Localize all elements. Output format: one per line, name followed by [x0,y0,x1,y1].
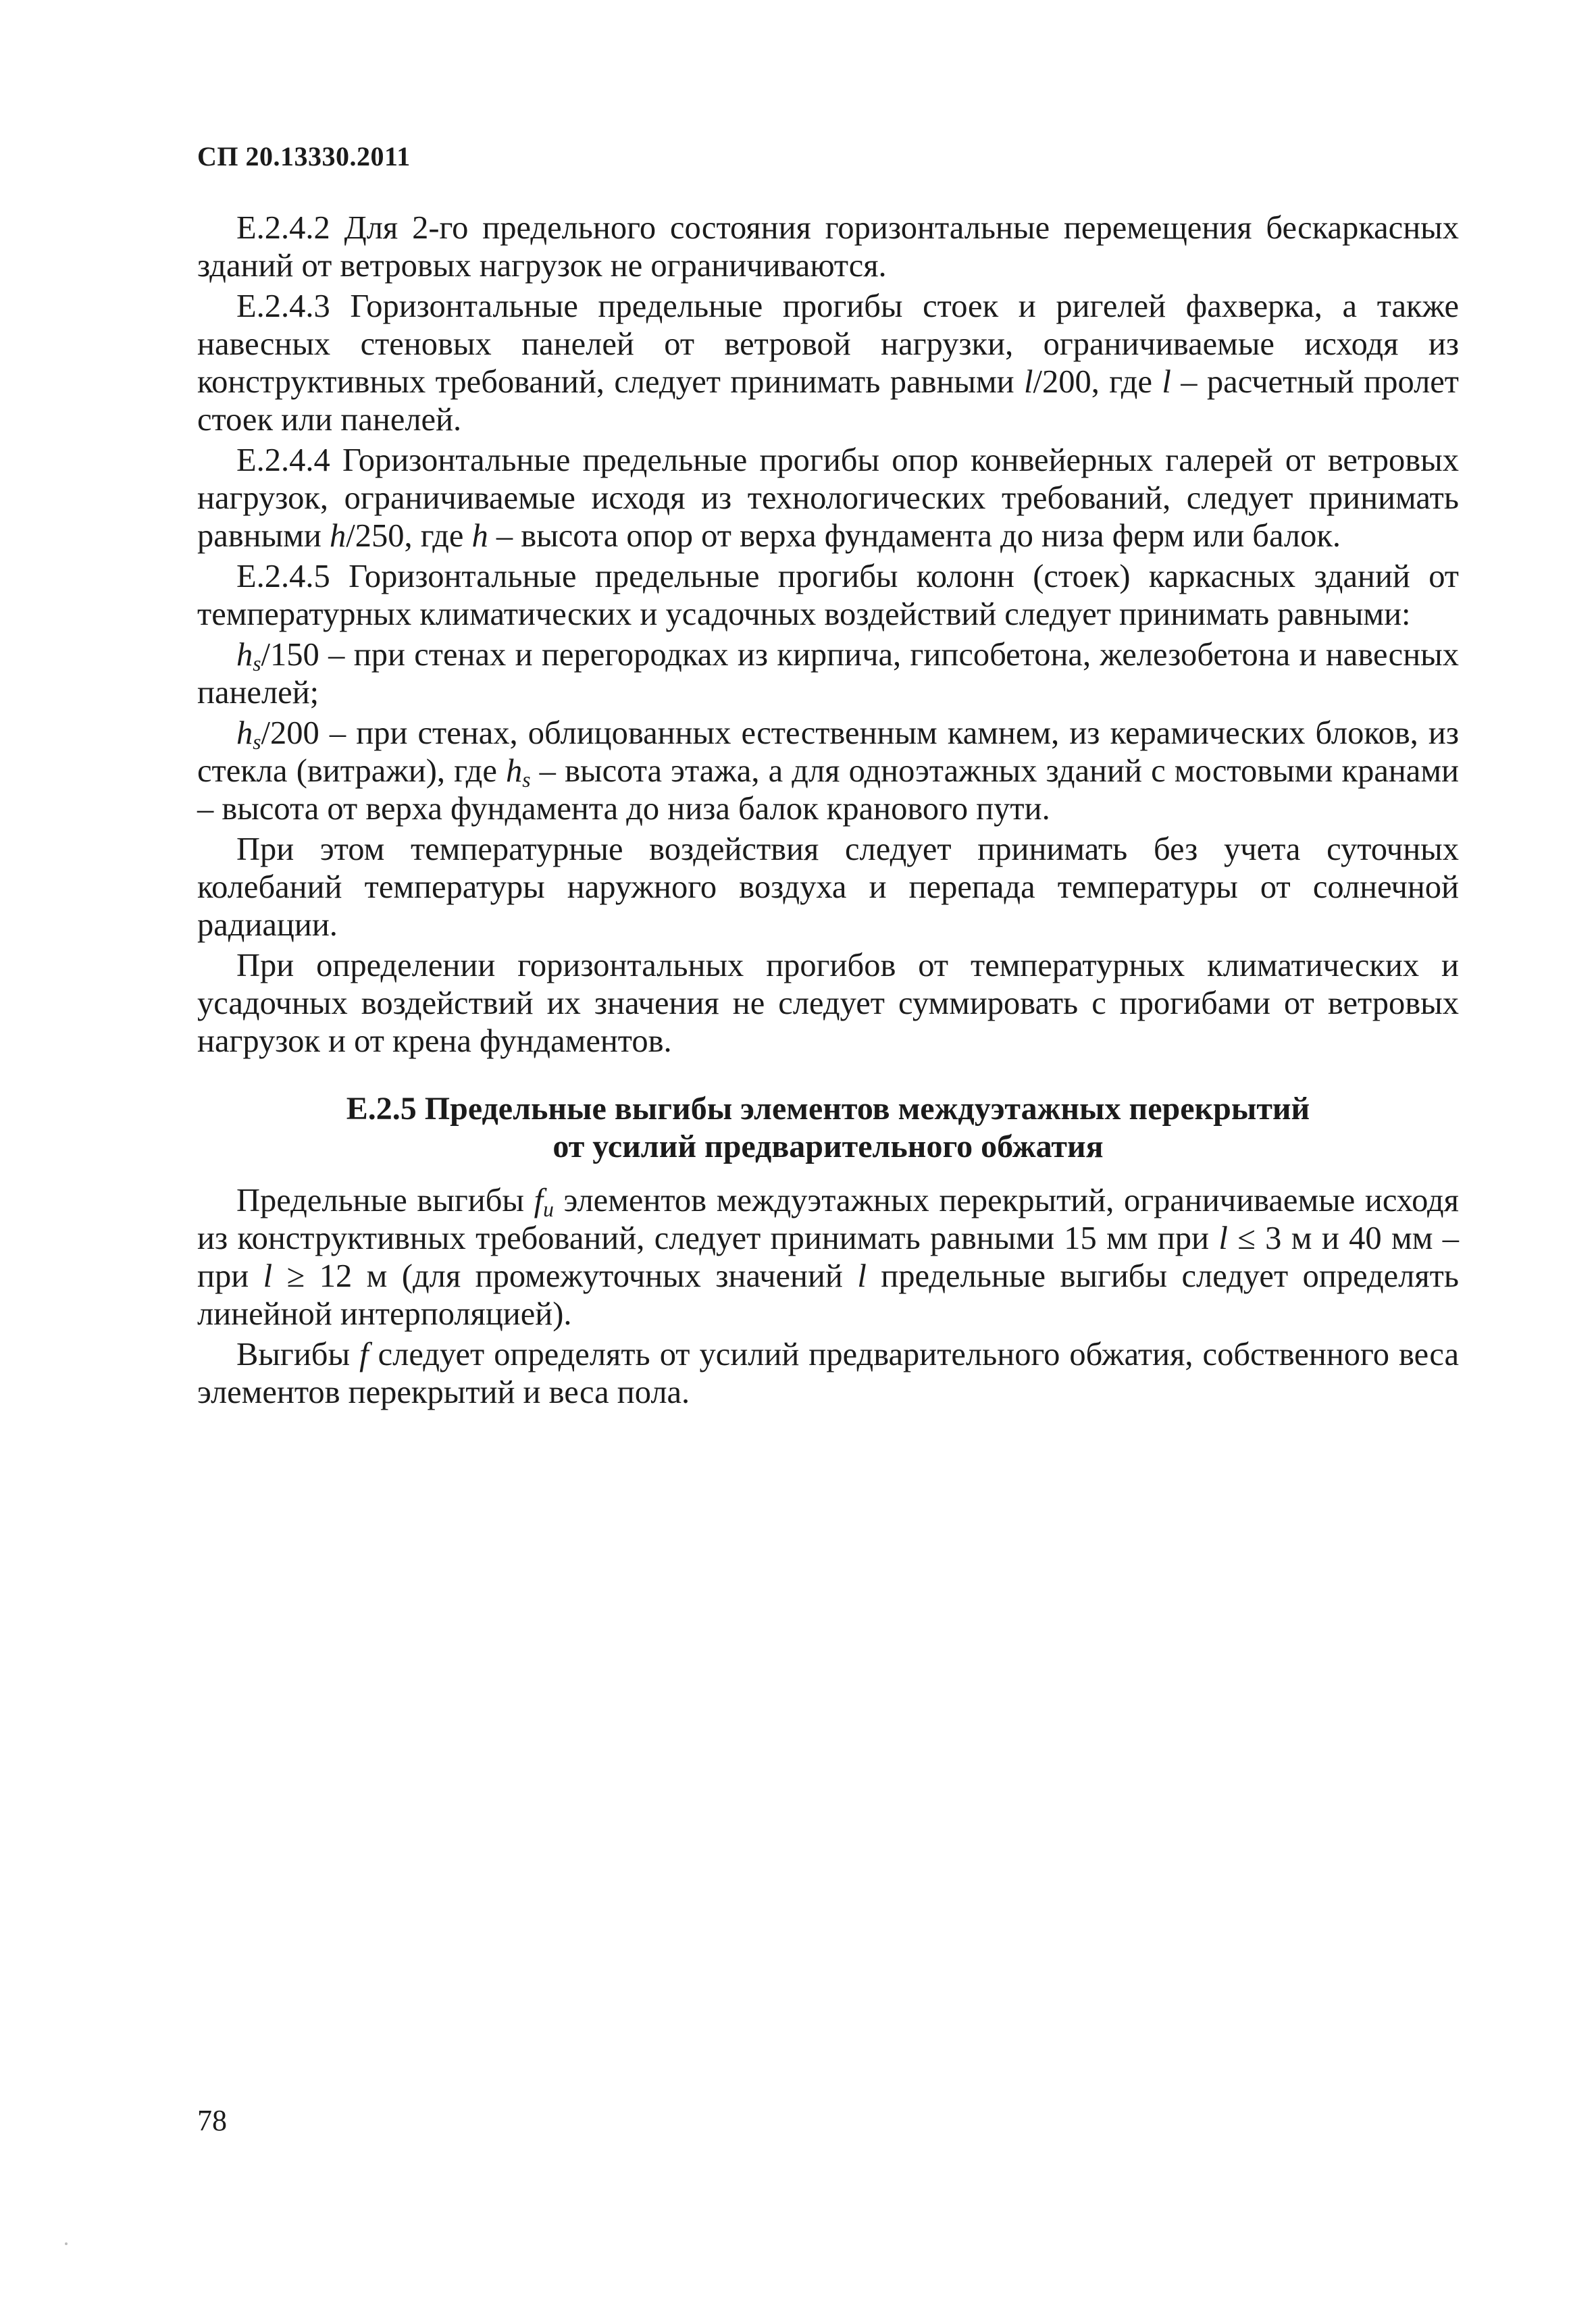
section-heading-line-2: от усилий предварительного обжатия [552,1129,1104,1164]
math-symbol-h: h [236,715,253,751]
text-span: элементов междуэтажных перекрытий, ограничиваемые исходя из конструктивных требований, следует принимать равными 15 мм при [197,1183,1459,1256]
math-symbol-f: f [359,1337,369,1372]
paragraph-limit-camber [197,1182,1459,1333]
math-symbol-h: h [236,637,253,673]
text-span: /200 – при стенах, облицованных естественным камнем, из керамических блоков, из стекла (витражи), где [197,715,1459,789]
math-subscript-s: s [253,729,261,754]
text-span: Выгибы [236,1337,360,1372]
math-symbol-h: h [506,753,523,789]
math-subscript-u: u [543,1197,554,1221]
math-subscript-s: s [522,767,531,792]
math-subscript-s: s [253,651,261,675]
body-text [197,209,1459,1414]
math-symbol-l: l [857,1258,867,1294]
math-symbol-f: f [534,1183,544,1218]
math-symbol-l: l [1162,364,1171,400]
paragraph-temperature-note: При этом температурные воздействия следует принимать без учета суточных колебаний температуры наружного воздуха и перепада температуры от солнечной радиации. [197,831,1459,943]
section-heading-line-1: Е.2.5 Предельные выгибы элементов междуэтажных перекрытий [346,1091,1310,1127]
text-span: – расчетный пролет стоек или панелей. [197,364,1460,438]
paragraph-e-2-4-4 [197,442,1459,555]
text-span: – высота этажа, а для одноэтажных зданий с мостовыми кранами – высота от верха фундамента до низа балок кранового пути. [197,753,1459,827]
text-span: Е.2.4.4 Горизонтальные предельные прогибы опор конвейерных галерей от ветровых нагрузок, ограничиваемые исходя из технологических требований, следует принимать равными [197,442,1459,554]
paragraph-e-2-4-2: Е.2.4.2 Для 2-го предельного состояния горизонтальные перемещения бескаркасных зданий от ветровых нагрузок не ограничиваются. [197,210,1459,284]
text-span: /200, где [1033,364,1162,400]
paragraph-e-2-4-3 [197,288,1459,439]
text-span: ≥ 12 м (для промежуточных значений [272,1258,858,1294]
text-span: Е.2.4.3 Горизонтальные предельные прогибы стоек и ригелей фахверка, а также навесных стеновых панелей от ветровой нагрузки, ограничиваемые исходя из конструктивных требований, следует принимать равными [197,288,1459,400]
page-number: 78 [197,2104,227,2137]
text-span: Предельные выгибы [236,1183,534,1218]
math-symbol-l: l [263,1258,273,1294]
text-span: предельные выгибы следует определять линейной интерполяцией). [197,1258,1459,1332]
text-span: следует определять от усилий предварительного обжатия, собственного веса элементов перекрытий и веса пола. [197,1337,1459,1410]
math-symbol-h: h [330,518,346,554]
paragraph-e-2-4-5: Е.2.4.5 Горизонтальные предельные прогибы колонн (стоек) каркасных зданий от температурных климатических и усадочных воздействий следует принимать равными: [197,559,1459,632]
paragraph-camber-determination [197,1336,1459,1412]
paragraph-summation-note: При определении горизонтальных прогибов от температурных климатических и усадочных воздействий их значения не следует суммировать с прогибами от ветровых нагрузок и от крена фундаментов. [197,948,1459,1059]
scan-artifact-dot [65,2242,68,2245]
limit-item-200 [197,715,1459,828]
text-span: – высота опор от верха фундамента до низа ферм или балок. [488,518,1341,554]
math-symbol-l: l [1024,364,1033,400]
text-span: ≤ 3 м и 40 мм – при [197,1220,1459,1294]
text-span: /250, где [346,518,472,554]
text-span: /150 – при стенах и перегородках из кирпича, гипсобетона, железобетона и навесных панелей; [197,637,1459,711]
math-symbol-l: l [1218,1220,1228,1256]
math-symbol-h: h [471,518,488,554]
limit-item-150 [197,636,1459,712]
document-code: СП 20.13330.2011 [197,141,411,172]
section-heading-e-2-5 [197,1090,1459,1166]
